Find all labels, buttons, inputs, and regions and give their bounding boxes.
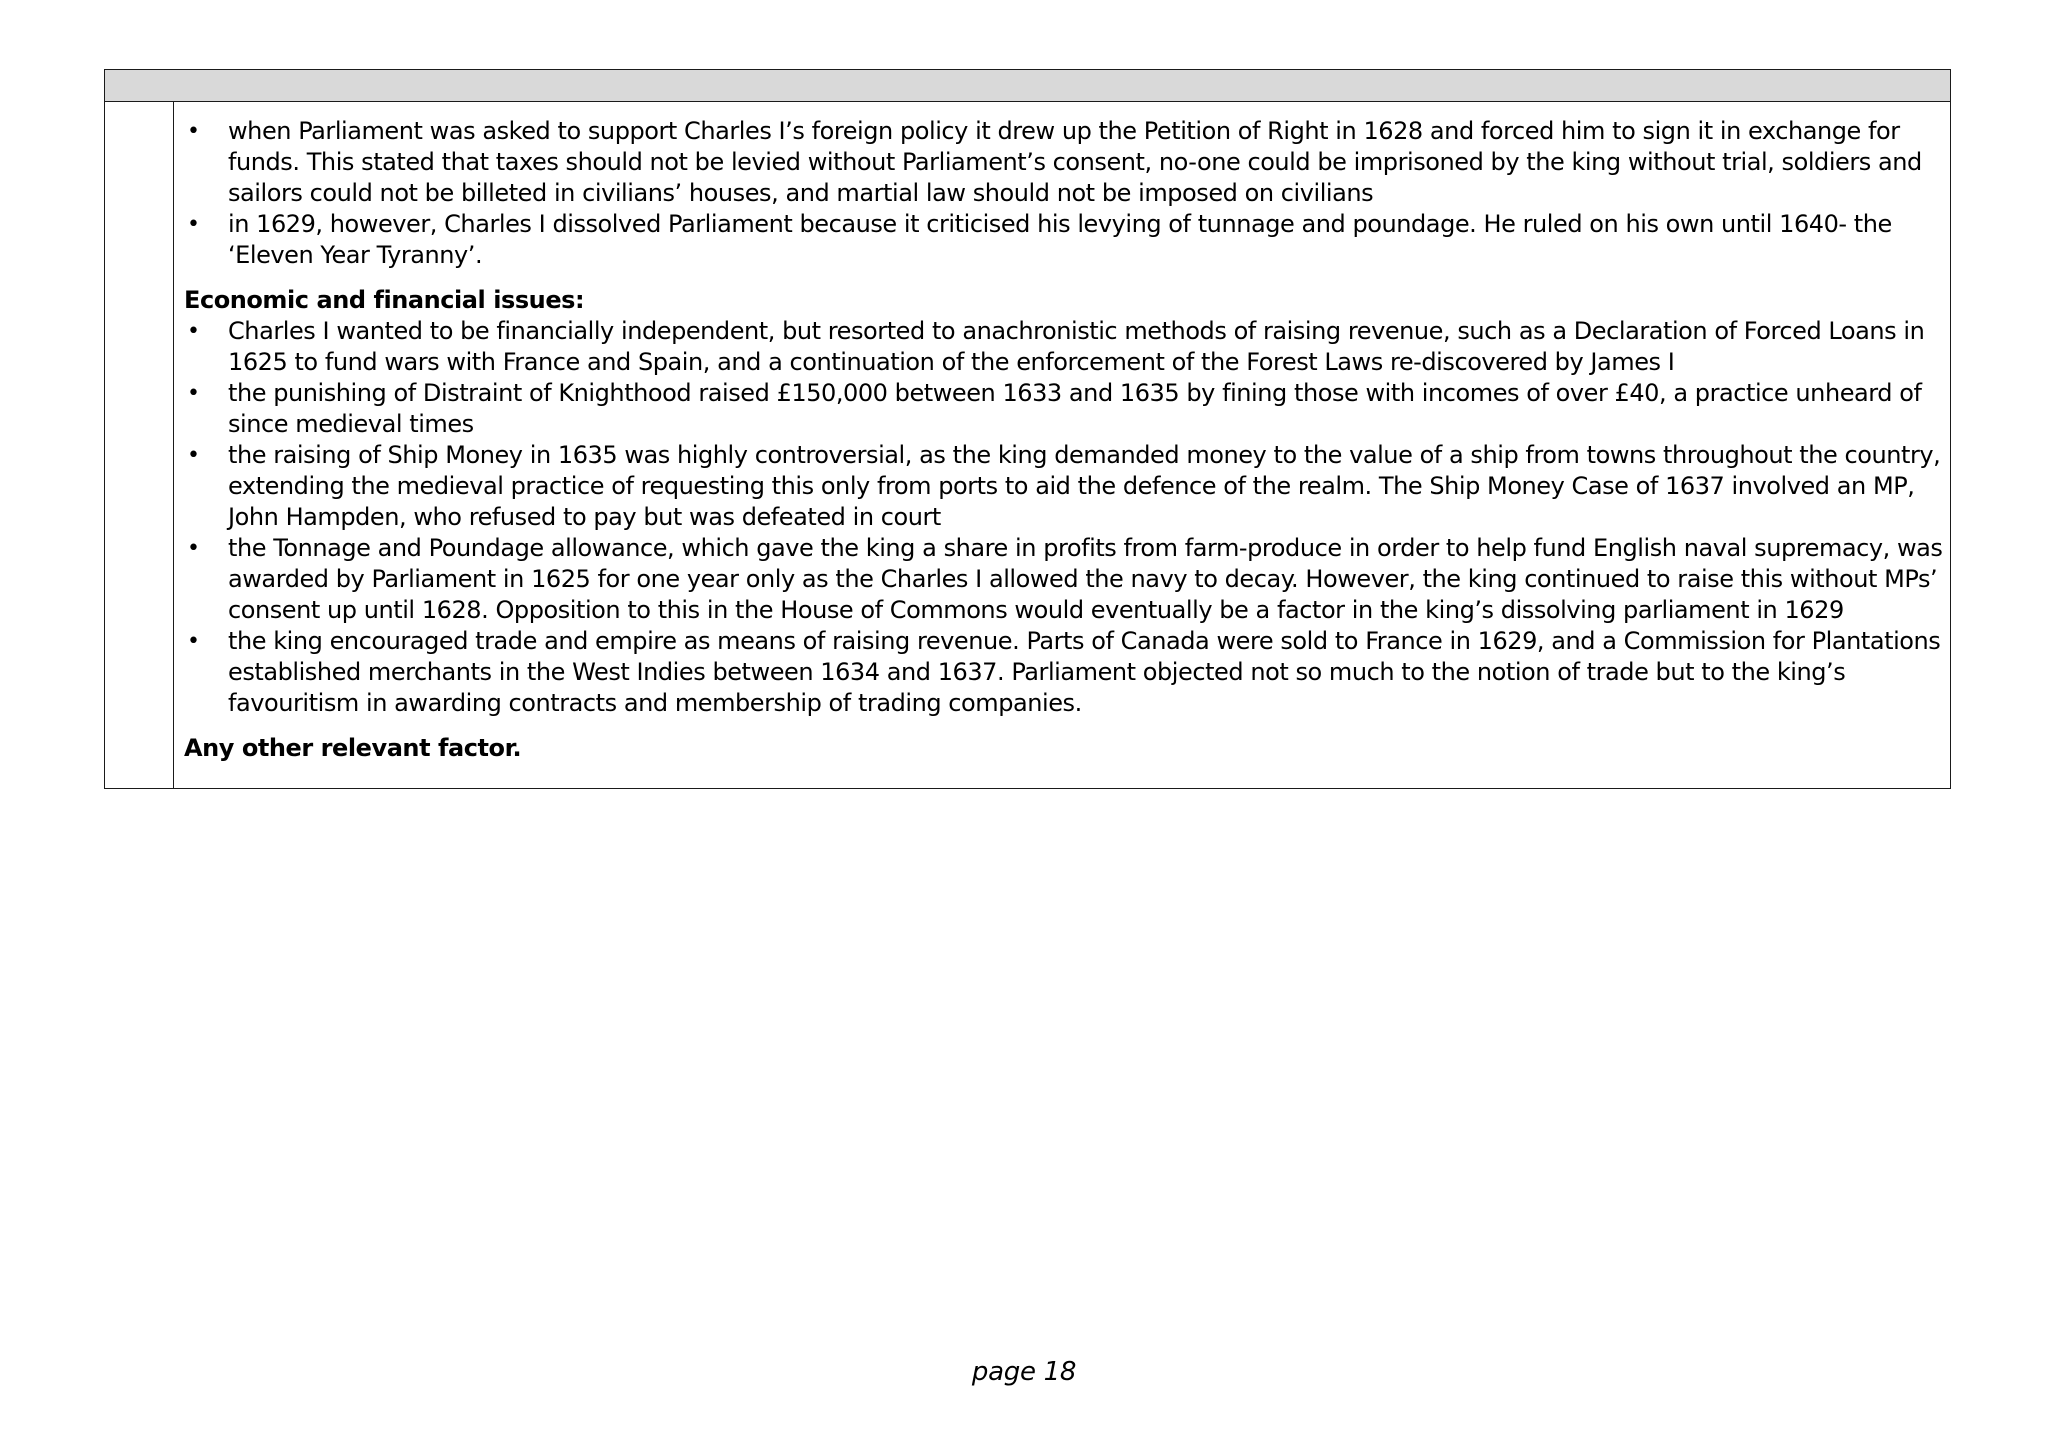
marking-table [104,69,1951,789]
answer-content-cell [174,102,1950,788]
list-item: • in 1629, however, Charles I dissolved Parliament because it criticised his levying of tunnage and poundage. He ruled on his own until 1640- the ‘Eleven Year Tyranny’. [184,209,1944,271]
page-number: page 18 [971,1357,1077,1387]
list-item: • when Parliament was asked to support Charles I’s foreign policy it drew up the Petition of Right in 1628 and forced him to sign it in exchange for funds. This stated that taxes should not be levied without Parliament’s consent, no-one could be imprisoned by the king without trial, soldiers and sailors could not be billeted in civilians’ houses, and martial law should not be imposed on civilians [184,116,1944,209]
table-header-band [105,70,1950,102]
list-item: • the king encouraged trade and empire as means of raising revenue. Parts of Canada were sold to France in 1629, and a Commission for Plantations established merchants in the West Indies between 1634 and 1637. Parliament objected not so much to the notion of trade but to the king’s favouritism in awarding contracts and membership of trading companies. [184,626,1944,719]
intro-bullet-list [184,116,1944,271]
section-heading-economic: Economic and financial issues: [184,286,585,314]
question-number-cell [105,102,174,788]
closing-line: Any other relevant factor. [184,734,522,762]
table-body-row [105,102,1950,788]
list-item: • the punishing of Distraint of Knighthood raised £150,000 between 1633 and 1635 by fining those with incomes of over £40, a practice unheard of since medieval times [184,378,1944,440]
list-item: • the Tonnage and Poundage allowance, which gave the king a share in profits from farm-produce in order to help fund English naval supremacy, was awarded by Parliament in 1625 for one year only as the Charles I allowed the navy to decay. However, the king continued to raise this without MPs’ consent up until 1628. Opposition to this in the House of Commons would eventually be a factor in the king’s dissolving parliament in 1629 [184,533,1944,626]
list-item: • Charles I wanted to be financially independent, but resorted to anachronistic methods of raising revenue, such as a Declaration of Forced Loans in 1625 to fund wars with France and Spain, and a continuation of the enforcement of the Forest Laws re-discovered by James I [184,316,1944,378]
economic-bullet-list [184,316,1944,719]
list-item: • the raising of Ship Money in 1635 was highly controversial, as the king demanded money to the value of a ship from towns throughout the country, extending the medieval practice of requesting this only from ports to aid the defence of the realm. The Ship Money Case of 1637 involved an MP, John Hampden, who refused to pay but was defeated in court [184,440,1944,533]
